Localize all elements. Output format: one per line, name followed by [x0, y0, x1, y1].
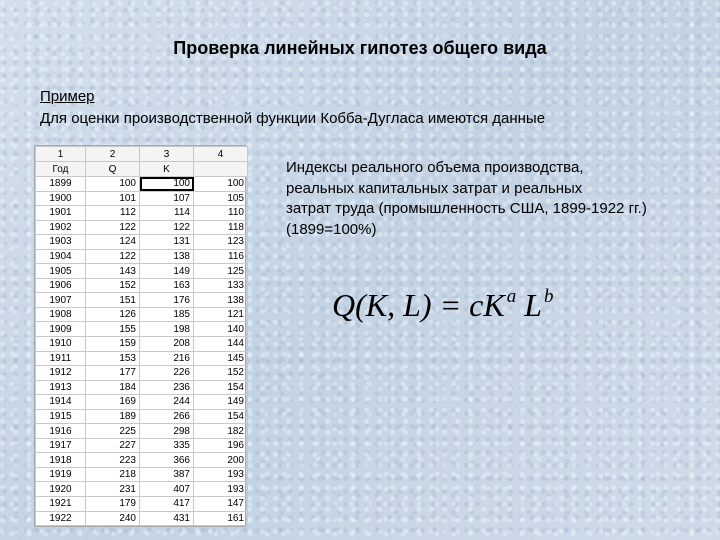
- description-line: реальных капитальных затрат и реальных: [286, 179, 583, 197]
- table-cell: 407: [140, 482, 194, 497]
- column-name: K: [140, 162, 194, 177]
- table-cell: 114: [140, 206, 194, 221]
- description-line: (1899=100%): [286, 220, 377, 238]
- description-line: затрат труда (промышленность США, 1899-1922 гг.): [286, 200, 647, 217]
- table-cell: 101: [86, 191, 140, 206]
- column-number: 1: [36, 147, 86, 162]
- table-cell: 1910: [36, 337, 86, 352]
- table-cell: 208: [140, 337, 194, 352]
- table-cell: 387: [140, 467, 194, 482]
- table-cell: 1904: [36, 249, 86, 264]
- table-cell: 123: [194, 235, 248, 250]
- table-row: [36, 264, 248, 279]
- example-label: Пример: [40, 88, 95, 105]
- table-cell: 100: [194, 177, 248, 192]
- table-cell: 266: [140, 409, 194, 424]
- table-cell: 169: [86, 395, 140, 410]
- table-cell: 196: [194, 438, 248, 453]
- table-row: [36, 220, 248, 235]
- table-row: [36, 307, 248, 322]
- table-cell: 159: [86, 337, 140, 352]
- table-cell: 298: [140, 424, 194, 439]
- table-cell: 133: [194, 278, 248, 293]
- table-cell: 144: [194, 337, 248, 352]
- table-cell: 112: [86, 206, 140, 221]
- table-cell: 179: [86, 497, 140, 512]
- table-cell: 140: [194, 322, 248, 337]
- table-cell: 149: [140, 264, 194, 279]
- description-line: Индексы реального объема производства,: [286, 159, 584, 176]
- table-cell: 1916: [36, 424, 86, 439]
- table-cell: 1919: [36, 467, 86, 482]
- table-cell: 107: [140, 191, 194, 206]
- table-cell: 122: [140, 220, 194, 235]
- formula-exponent-b: b: [544, 286, 554, 307]
- table-cell: 1914: [36, 395, 86, 410]
- table-cell: 431: [140, 511, 194, 526]
- table-row: [36, 278, 248, 293]
- table-cell: 366: [140, 453, 194, 468]
- table-cell: 1909: [36, 322, 86, 337]
- table-cell: 193: [194, 482, 248, 497]
- table-cell: 176: [140, 293, 194, 308]
- table-cell: 125: [194, 264, 248, 279]
- table-row: [36, 424, 248, 439]
- table-row: [36, 511, 248, 526]
- column-number-row: [36, 147, 248, 162]
- table-cell: 147: [194, 497, 248, 512]
- table-row: [36, 409, 248, 424]
- slide-title: Проверка линейных гипотез общего вида: [173, 38, 547, 58]
- table-cell: 152: [194, 366, 248, 381]
- table-cell: 240: [86, 511, 140, 526]
- table-cell: 1911: [36, 351, 86, 366]
- table-cell: 151: [86, 293, 140, 308]
- formula-l: L: [516, 287, 542, 323]
- table-cell: 335: [140, 438, 194, 453]
- table-cell: 189: [86, 409, 140, 424]
- table-cell: 1903: [36, 235, 86, 250]
- table-row: [36, 497, 248, 512]
- table-row: [36, 453, 248, 468]
- table-cell: 231: [86, 482, 140, 497]
- table-cell: 124: [86, 235, 140, 250]
- table-row: [36, 177, 248, 192]
- table-cell: 100: [86, 177, 140, 192]
- table-cell: 1901: [36, 206, 86, 221]
- table-cell: 121: [194, 307, 248, 322]
- table-cell: 122: [86, 249, 140, 264]
- table-cell: 138: [140, 249, 194, 264]
- table-cell: 138: [194, 293, 248, 308]
- table-row: [36, 191, 248, 206]
- table-cell: 227: [86, 438, 140, 453]
- table-cell: 100: [140, 177, 194, 192]
- table-cell: 1905: [36, 264, 86, 279]
- data-description: [286, 158, 720, 240]
- table-cell: 244: [140, 395, 194, 410]
- table-cell: 236: [140, 380, 194, 395]
- table-row: [36, 337, 248, 352]
- table-cell: 154: [194, 380, 248, 395]
- table-cell: 149: [194, 395, 248, 410]
- table-cell: 200: [194, 453, 248, 468]
- table-row: [36, 235, 248, 250]
- table-cell: 155: [86, 322, 140, 337]
- spreadsheet-table: [34, 145, 246, 527]
- table-cell: 1907: [36, 293, 86, 308]
- column-number: 2: [86, 147, 140, 162]
- table-cell: 1922: [36, 511, 86, 526]
- table-cell: 1899: [36, 177, 86, 192]
- table-row: [36, 249, 248, 264]
- table-cell: 184: [86, 380, 140, 395]
- table-cell: 1920: [36, 482, 86, 497]
- table-row: [36, 293, 248, 308]
- table-cell: 1912: [36, 366, 86, 381]
- column-name: [194, 162, 248, 177]
- table-row: [36, 322, 248, 337]
- table-cell: 163: [140, 278, 194, 293]
- table-cell: 161: [194, 511, 248, 526]
- table-cell: 177: [86, 366, 140, 381]
- table-cell: 116: [194, 249, 248, 264]
- table-cell: 198: [140, 322, 194, 337]
- table-cell: 1918: [36, 453, 86, 468]
- table-row: [36, 380, 248, 395]
- column-name: Год: [36, 162, 86, 177]
- table-cell: 1902: [36, 220, 86, 235]
- table-cell: 152: [86, 278, 140, 293]
- table-cell: 218: [86, 467, 140, 482]
- column-number: 4: [194, 147, 248, 162]
- table-cell: 1921: [36, 497, 86, 512]
- table-cell: 417: [140, 497, 194, 512]
- table-cell: 122: [86, 220, 140, 235]
- table-row: [36, 482, 248, 497]
- table-cell: 1906: [36, 278, 86, 293]
- table-row: [36, 351, 248, 366]
- table-cell: 1913: [36, 380, 86, 395]
- table-cell: 145: [194, 351, 248, 366]
- table-cell: 193: [194, 467, 248, 482]
- table-cell: 223: [86, 453, 140, 468]
- cobb-douglas-formula: [332, 286, 554, 324]
- table-cell: 226: [140, 366, 194, 381]
- table-cell: 216: [140, 351, 194, 366]
- table-cell: 1900: [36, 191, 86, 206]
- column-name: Q: [86, 162, 140, 177]
- table-row: [36, 438, 248, 453]
- table-cell: 185: [140, 307, 194, 322]
- table-row: [36, 206, 248, 221]
- table-cell: 1917: [36, 438, 86, 453]
- table-cell: 143: [86, 264, 140, 279]
- table-cell: 105: [194, 191, 248, 206]
- column-name-row: [36, 162, 248, 177]
- table-cell: 225: [86, 424, 140, 439]
- table-row: [36, 395, 248, 410]
- table-cell: 126: [86, 307, 140, 322]
- table-cell: 110: [194, 206, 248, 221]
- formula-lhs: Q(K, L) = cK: [332, 287, 505, 323]
- table-cell: 131: [140, 235, 194, 250]
- table-row: [36, 467, 248, 482]
- table-row: [36, 366, 248, 381]
- intro-text: Для оценки производственной функции Кобба-Дугласа имеются данные: [40, 110, 546, 127]
- table-cell: 1915: [36, 409, 86, 424]
- table-cell: 1908: [36, 307, 86, 322]
- table-cell: 118: [194, 220, 248, 235]
- formula-exponent-a: a: [506, 286, 517, 307]
- table-cell: 182: [194, 424, 248, 439]
- table-cell: 154: [194, 409, 248, 424]
- column-number: 3: [140, 147, 194, 162]
- table-cell: 153: [86, 351, 140, 366]
